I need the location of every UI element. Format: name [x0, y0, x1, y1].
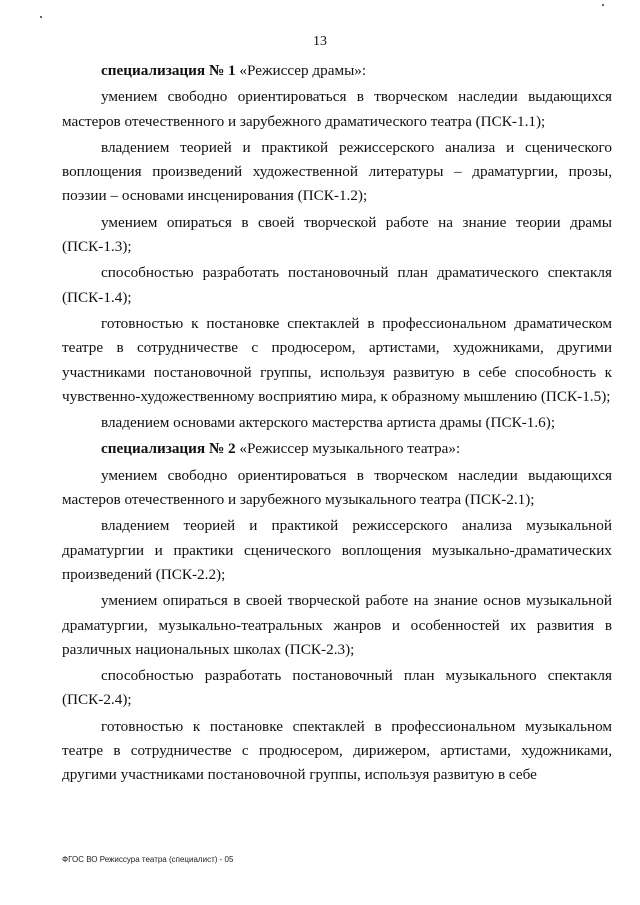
competency-psk-1-6: владением основами актерского мастерства артиста драмы (ПСК-1.6); — [101, 414, 556, 432]
page-number: 13 — [313, 34, 327, 49]
specialization-label: специализация № 2 — [101, 440, 236, 458]
competency-psk-1-2: владением теорией и практикой режиссерского анализа и сценического воплощения произведений художественной литературы – драматургии, прозы, поэзии – основами инсценирования (ПСК-1.2); — [62, 138, 612, 205]
specialization-1-heading — [62, 59, 612, 83]
document-body — [62, 59, 612, 788]
competency-psk-1-5: готовностью к постановке спектаклей в профессиональном драматическом театре в сотрудничестве с продюсером, артистами, художниками, другими участниками постановочной группы, используя развитую в себе способность к чувственно-художественному восприятию мира, к образному мышлению (ПСК-1.5); — [62, 314, 612, 405]
competency-psk-2-2: владением теорией и практикой режиссерского анализа музыкальной драматургии и практики сценического воплощения музыкально-драматических произведений (ПСК-2.2); — [62, 517, 612, 583]
competency-psk-1-4: способностью разработать постановочный план драматического спектакля (ПСК-1.4); — [62, 264, 612, 306]
scan-speck — [602, 4, 604, 6]
competency-psk-2-1: умением свободно ориентироваться в творческом наследии выдающихся мастеров отечественного и зарубежного музыкального театра (ПСК-2.1); — [62, 466, 612, 509]
competency-psk-1-1: умением свободно ориентироваться в творческом наследии выдающихся мастеров отечественного и зарубежного драматического театра (ПСК-1.1); — [62, 88, 612, 130]
competency-psk-1-3: умением опираться в своей творческой работе на знание теории драмы (ПСК-1.3); — [62, 213, 612, 256]
competency-psk-2-5-partial: готовностью к постановке спектаклей в профессиональном музыкальном театре в сотрудничестве с продюсером, дирижером, артистами, художниками, другими участниками постановочной группы, используя развитую в себе — [62, 717, 612, 784]
specialization-title: «Режиссер музыкального театра»: — [235, 440, 461, 458]
specialization-label: специализация № 1 — [101, 62, 236, 79]
competency-psk-2-4: способностью разработать постановочный план музыкального спектакля (ПСК-2.4); — [62, 667, 612, 709]
page-footer: ФГОС ВО Режиссура театра (специалист) - 05 — [62, 855, 234, 864]
specialization-2-heading — [62, 437, 612, 461]
specialization-title: «Режиссер драмы»: — [235, 62, 367, 79]
scan-speck — [40, 16, 42, 18]
competency-psk-2-3: умением опираться в своей творческой работе на знание основ музыкальной драматургии, музыкально-театральных жанров и особенностей их развития в различных национальных школах (ПСК-2.3); — [62, 592, 612, 658]
